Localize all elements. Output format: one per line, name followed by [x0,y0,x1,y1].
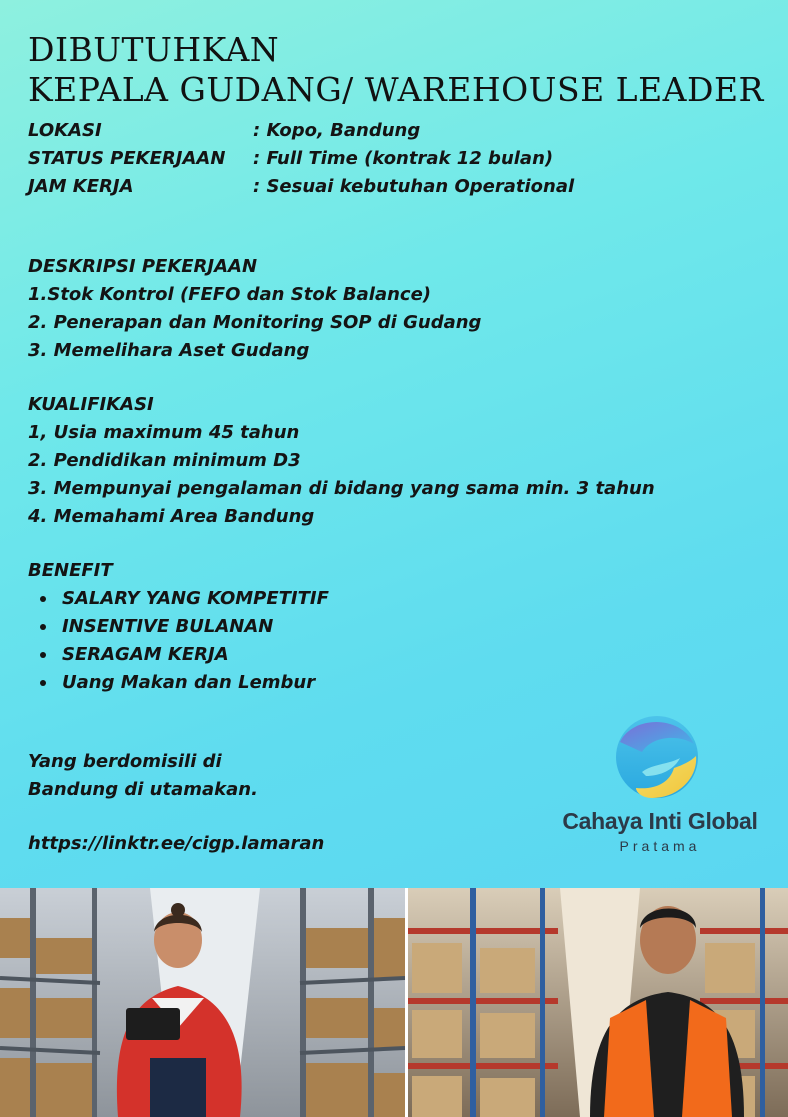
benefit-section [28,557,329,697]
warehouse-photo-strip [0,888,788,1117]
poster-title [28,30,764,110]
qualifications-section [28,391,655,531]
job-description-section [28,253,481,365]
list-item: 3. Memelihara Aset Gudang [28,340,310,361]
logo-name: Cahaya Inti Global [562,808,758,834]
list-item: 2. Pendidikan minimum D3 [28,450,301,471]
benefit-item: SERAGAM KERJA [28,641,329,669]
domicile-note [28,748,258,804]
info-value: : Kopo, Bandung [253,120,421,141]
info-row-hours [28,173,574,201]
list-item: 1, Usia maximum 45 tahun [28,422,300,443]
photo-female-worker [0,888,405,1117]
info-row-location [28,117,574,145]
section-heading: BENEFIT [28,560,113,581]
list-item: 1.Stok Kontrol (FEFO dan Stok Balance) [28,284,432,305]
section-heading: KUALIFIKASI [28,394,154,415]
logo-subtitle: Pratama [619,838,701,854]
company-logo [550,712,770,862]
warehouse-photos [0,888,788,1117]
benefit-list [28,585,329,697]
link-text[interactable]: https://linktr.ee/cigp.lamaran [28,833,325,854]
info-label: STATUS PEKERJAAN [28,148,226,169]
note-line-1: Yang berdomisili di [28,751,222,772]
benefit-item: SALARY YANG KOMPETITIF [28,585,329,613]
section-heading: DESKRIPSI PEKERJAAN [28,256,258,277]
info-label: LOKASI [28,120,102,141]
note-line-2: Bandung di utamakan. [28,779,258,800]
benefit-item: Uang Makan dan Lembur [28,669,329,697]
list-item: 2. Penerapan dan Monitoring SOP di Gudang [28,312,482,333]
title-line-2: KEPALA GUDANG/ WAREHOUSE LEADER [28,70,764,109]
application-link[interactable] [28,830,324,858]
benefit-item: INSENTIVE BULANAN [28,613,329,641]
job-info [28,117,574,201]
title-line-1: DIBUTUHKAN [28,30,280,69]
info-value: : Full Time (kontrak 12 bulan) [253,148,554,169]
logo-mark-icon [612,712,702,802]
photo-male-worker [408,888,788,1117]
info-value: : Sesuai kebutuhan Operational [253,176,575,197]
list-item: 3. Mempunyai pengalaman di bidang yang sama min. 3 tahun [28,478,655,499]
list-item: 4. Memahami Area Bandung [28,506,315,527]
info-row-status [28,145,574,173]
info-label: JAM KERJA [28,176,134,197]
